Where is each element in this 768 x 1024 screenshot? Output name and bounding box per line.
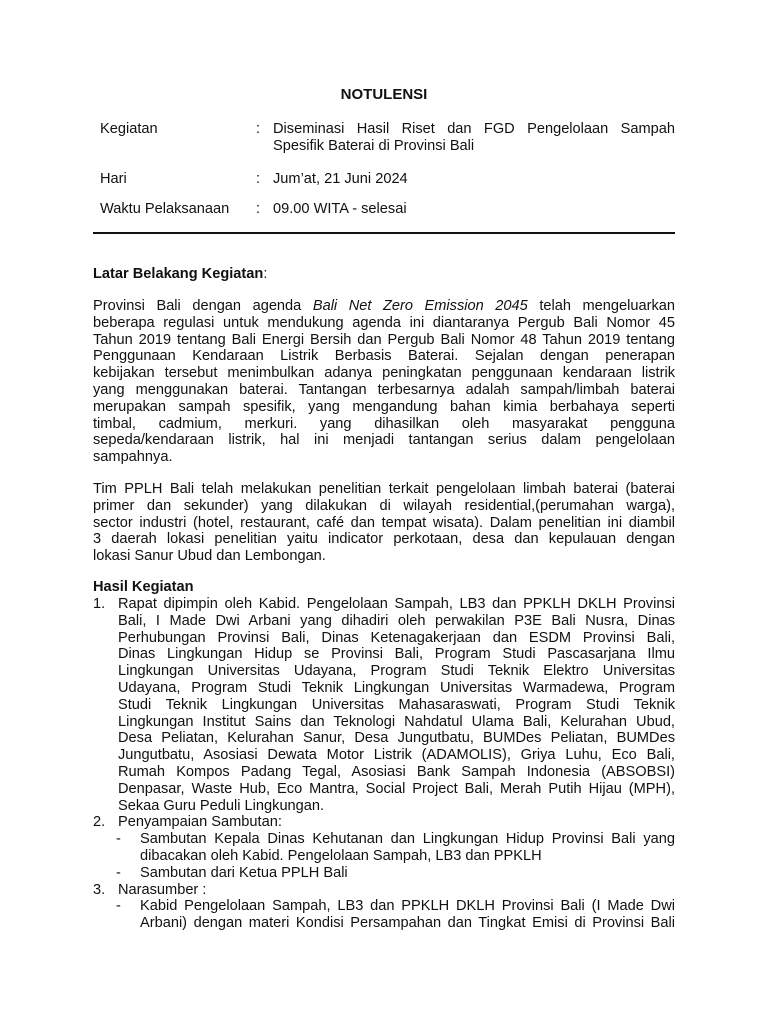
sub-item-dash: - <box>116 898 121 915</box>
hasil-list <box>93 596 675 932</box>
info-colon: : <box>256 121 261 137</box>
header-divider <box>93 232 675 234</box>
list-number: 1. <box>93 596 106 612</box>
info-value <box>273 171 675 188</box>
sub-item-dash: - <box>116 831 121 848</box>
paragraph-line: sepeda/kendaraan listrik, hal ini menjadi tantangan serius dalam pengelolaan <box>93 432 675 449</box>
list-item <box>93 814 675 881</box>
text-run: Provinsi Bali dengan agenda <box>93 298 313 314</box>
paragraph-line <box>93 298 675 315</box>
paragraph-line: kebijakan tersebut menimbulkan adanya peningkatan penggunaan kendaraan listrik <box>93 365 675 382</box>
section-heading-colon: : <box>263 266 268 282</box>
list-item <box>93 596 675 814</box>
paragraph-line: Rapat dipimpin oleh Kabid. Pengelolaan Sampah, LB3 dan PPKLH DKLH Provinsi <box>118 596 675 612</box>
paragraph-line: Arbani) dengan materi Kondisi Persampahan dan Tingkat Emisi di Provinsi Bali <box>140 915 675 932</box>
paragraph-line: merupakan sampah spesifik, yang mengandung bahan kimia berbahaya seperti <box>93 398 675 415</box>
paragraph-line: Dinas Lingkungan Hidup se Provinsi Bali, Program Studi Pascasarjana Ilmu <box>118 646 675 663</box>
paragraph-line: Rumah Kompos Padang Tegal, Asosiasi Bank Sampah Indonesia (ABSOBSI) <box>118 763 675 780</box>
paragraph-line: sector industri (hotel, restaurant, café dan tempat wisata). Dalam penelitian ini diambil <box>93 514 675 531</box>
info-value <box>273 121 675 155</box>
paragraph-line: Denpasar, Waste Hub, Eco Mantra, Social Project Bali, Merah Putih Hijau (MPH), <box>118 780 675 797</box>
paragraph-line: 3 daerah lokasi penelitian yaitu indicator perkotaan, desa dan kepulauan dengan <box>93 531 675 548</box>
paragraph-line: Sambutan Kepala Dinas Kehutanan dan Lingkungan Hidup Provinsi Bali yang <box>140 831 675 848</box>
paragraph-line: Penyampaian Sambutan: <box>118 814 282 831</box>
paragraph-latar-1 <box>93 298 675 466</box>
sub-item-text <box>140 898 675 932</box>
paragraph-line: lokasi Sanur Ubud dan Lembongan. <box>93 548 326 565</box>
list-number: 2. <box>93 814 106 831</box>
sub-item-text <box>140 865 675 882</box>
info-value-line: 09.00 WITA - selesai <box>273 201 407 217</box>
text-run: telah mengeluarkan <box>527 298 675 314</box>
list-number: 3. <box>93 881 106 898</box>
paragraph-line: Narasumber : <box>118 881 207 898</box>
paragraph-line: dibacakan oleh Kabid. Pengelolaan Sampah, LB3 dan PPKLH <box>140 847 542 864</box>
paragraph-line: Bali, I Made Dwi Arbani yang dihadiri oleh perwakilan P3E Bali Nusra, Dinas <box>118 612 675 629</box>
info-label: Kegiatan <box>100 121 158 137</box>
section-heading-hasil: Hasil Kegiatan <box>93 579 194 595</box>
paragraph-line: Tahun 2019 tentang Bali Energi Bersih dan Pergub Bali Nomor 48 Tahun 2019 tentang <box>93 331 675 348</box>
sub-item-dash: - <box>116 864 121 881</box>
paragraph-line: Lingkungan Universitas Udayana, Program Studi Teknik Elektro Universitas <box>118 663 675 680</box>
paragraph-line: Sambutan dari Ketua PPLH Bali <box>140 864 348 881</box>
info-value-line: Spesifik Baterai di Provinsi Bali <box>273 137 475 154</box>
paragraph-line: timbal, cadmium, merkuri. yang dihasilkan oleh masyarakat pengguna <box>93 415 675 432</box>
paragraph-line: Sekaa Guru Peduli Lingkungan. <box>118 797 325 814</box>
sub-item <box>118 865 675 882</box>
paragraph-line: Perhubungan Provinsi Bali, Dinas Ketenagakerjaan dan ESDM Provinsi Bali, <box>118 629 675 646</box>
section-heading-text: Latar Belakang Kegiatan <box>93 266 264 282</box>
info-label: Hari <box>100 171 127 187</box>
list-item-text <box>118 814 675 831</box>
paragraph-line: yang menggunakan baterai. Tantangan terbesarnya adalah sampah/limbah baterai <box>93 381 675 398</box>
sub-item-text <box>140 831 675 865</box>
info-value-line: Diseminasi Hasil Riset dan FGD Pengelolaan Sampah <box>273 121 675 137</box>
list-item <box>93 882 675 932</box>
paragraph-line: Studi Teknik Lingkungan Universitas Mahasaraswati, Program Studi Teknik <box>118 696 675 713</box>
paragraph-line: sampahnya. <box>93 449 173 466</box>
paragraph-line: Udayana, Program Studi Teknik Lingkungan Universitas Warmadewa, Program <box>118 679 675 696</box>
info-label: Waktu Pelaksanaan <box>100 201 230 217</box>
sub-item <box>118 831 675 865</box>
info-value <box>273 201 675 218</box>
paragraph-line: Kabid Pengelolaan Sampah, LB3 dan PPKLH DKLH Provinsi Bali (I Made Dwi <box>140 898 675 915</box>
info-value-line: Jum’at, 21 Juni 2024 <box>273 171 408 187</box>
paragraph-line: Tim PPLH Bali telah melakukan penelitian terkait pengelolaan limbah baterai (baterai <box>93 481 675 497</box>
list-item-text <box>118 882 675 899</box>
paragraph-line: beberapa regulasi untuk mendukung agenda ini diantaranya Pergub Bali Nomor 45 <box>93 314 675 331</box>
info-colon: : <box>256 171 261 187</box>
paragraph-latar-2 <box>93 481 675 565</box>
section-heading-latar <box>93 266 267 283</box>
info-colon: : <box>256 201 261 217</box>
list-item-text <box>118 596 675 814</box>
document-title: NOTULENSI <box>340 86 428 103</box>
paragraph-line: Jungutbatu, Asosiasi Dewata Motor Listrik (ADAMOLIS), Griya Luhu, Eco Bali, <box>118 747 675 764</box>
paragraph-line: Penggunaan Kendaraan Listrik Berbasis Baterai. Sejalan dengan penerapan <box>93 348 675 365</box>
paragraph-line: primer dan sekunder) yang dilakukan di wilayah residential,(perumahan warga), <box>93 497 675 514</box>
paragraph-line: Desa Peliatan, Kelurahan Sanur, Desa Jungutbatu, BUMDes Peliatan, BUMDes <box>118 730 675 747</box>
paragraph-line: Lingkungan Institut Sains dan Teknologi Nahdatul Ulama Bali, Kelurahan Ubud, <box>118 713 675 730</box>
sub-item <box>118 898 675 932</box>
text-run-italic: Bali Net Zero Emission 2045 <box>312 298 528 314</box>
